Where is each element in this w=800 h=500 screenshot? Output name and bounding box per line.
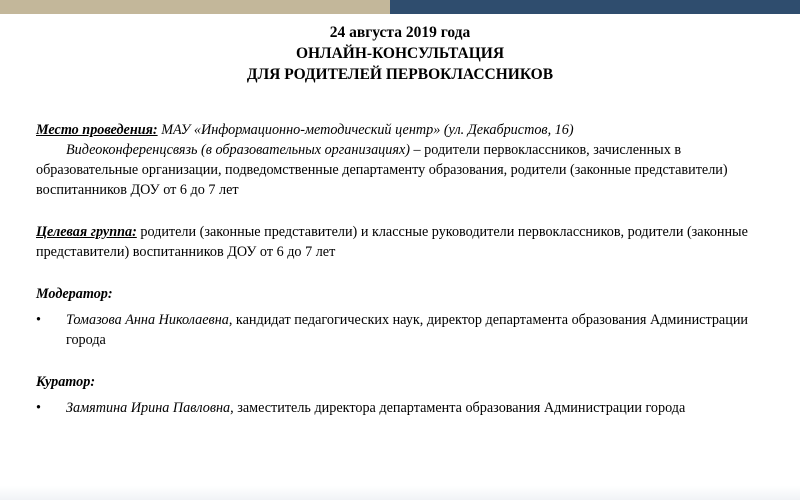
- document-body: [36, 120, 766, 418]
- video-paragraph: [36, 140, 766, 200]
- venue-value: МАУ «Информационно-методический центр» (ул. Декабристов, 16): [157, 122, 574, 138]
- moderator-name: Томазова Анна Николаевна: [66, 312, 229, 328]
- moderator-heading: [36, 284, 766, 304]
- document-header: [0, 22, 800, 85]
- target-paragraph: [36, 222, 766, 262]
- venue-label: Место проведения:: [36, 122, 158, 138]
- top-bar-dark-segment: [390, 0, 800, 14]
- moderator-label: Модератор:: [36, 286, 113, 302]
- curator-desc: , заместитель директора департамента образования Администрации города: [230, 400, 686, 416]
- curator-heading: [36, 372, 766, 392]
- header-date: 24 августа 2019 года: [329, 24, 471, 41]
- video-label: Видеоконференцсвязь (в образовательных организациях): [66, 142, 410, 158]
- bullet: •: [36, 400, 41, 416]
- moderator-item: [36, 310, 766, 350]
- curator-name: Замятина Ирина Павловна: [66, 400, 231, 416]
- target-label: Целевая группа:: [36, 224, 137, 240]
- venue-paragraph: [36, 120, 766, 140]
- target-text: родители (законные представители) и классные руководители первоклассников, родители (законные представители) воспитанников ДОУ от 6 до 7 лет: [36, 224, 748, 260]
- top-bar-light-segment: [0, 0, 390, 14]
- curator-item: [36, 398, 766, 418]
- video-text: – родители первоклассников, зачисленных в образовательные организации, подведомственные департаменту образования, родители (законные представители) воспитанников ДОУ от 6 до 7 лет: [36, 142, 728, 198]
- curator-label: Куратор:: [36, 374, 96, 390]
- top-decorative-bar: [0, 0, 800, 14]
- bottom-band: [0, 486, 800, 500]
- bullet: •: [36, 312, 41, 328]
- moderator-desc: , кандидат педагогических наук, директор департамента образования Администрации города: [66, 312, 749, 348]
- header-title: ОНЛАЙН-КОНСУЛЬТАЦИЯ: [295, 45, 505, 62]
- header-subtitle: ДЛЯ РОДИТЕЛЕЙ ПЕРВОКЛАССНИКОВ: [246, 66, 554, 83]
